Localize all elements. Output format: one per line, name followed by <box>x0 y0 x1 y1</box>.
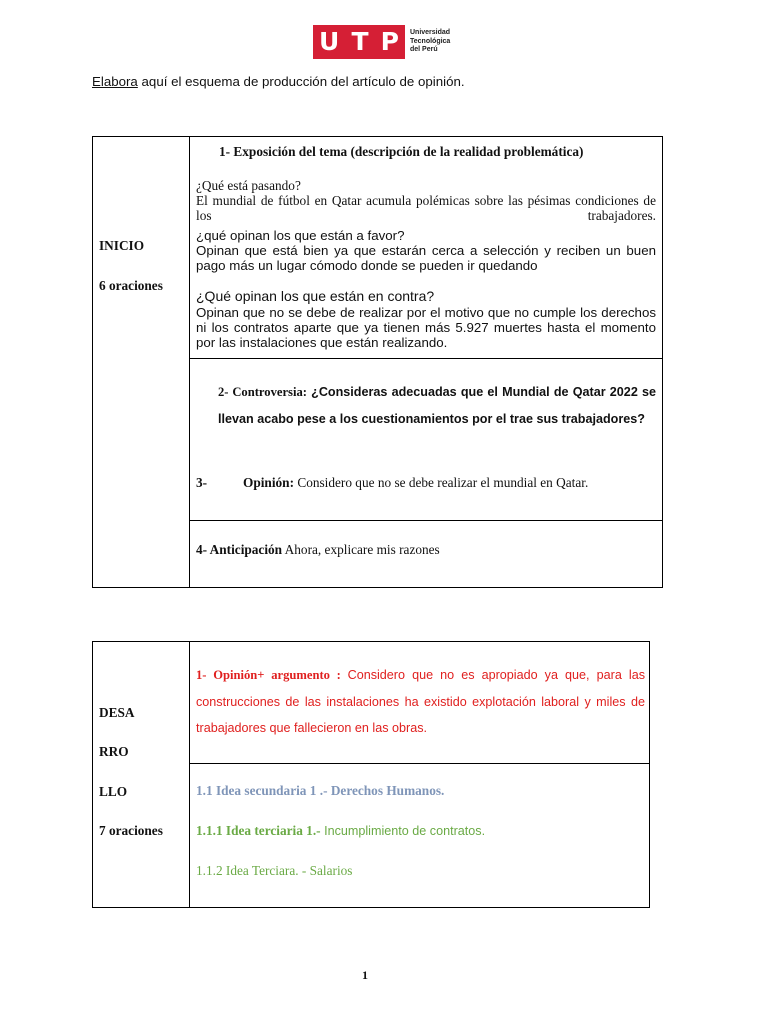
exposicion-q2: ¿qué opinan los que están a favor? <box>196 228 405 243</box>
inicio-label: INICIO <box>99 238 145 253</box>
desarrollo-table <box>92 641 650 908</box>
idea-terciaria-1 <box>196 823 485 839</box>
opinion-argumento-label: 1- Opinión+ argumento : <box>196 668 348 682</box>
inicio-label-cell <box>93 137 190 587</box>
page-number: 1 <box>362 968 368 982</box>
inicio-table <box>92 136 663 588</box>
desarrollo-count: 7 oraciones <box>99 823 163 838</box>
opinion-num: 3- <box>196 475 208 490</box>
opinion-label: Opinión: <box>243 475 294 490</box>
anticipacion-text: Ahora, explicare mis razones <box>282 542 440 557</box>
exposicion-a1: El mundial de fútbol en Qatar acumula polémicas sobre las pésimas condiciones de los trabajadores. <box>196 193 656 223</box>
intro-underlined: Elabora <box>92 74 138 89</box>
divider-3 <box>189 763 649 764</box>
logo-line-1: Universidad <box>410 29 451 37</box>
desarrollo-label-cell <box>93 642 190 907</box>
exposicion-a2: Opinan que está bien ya que estarán cerca a selección y reciben un buen pago más un lugar cómodo donde se pueden ir quedando <box>196 243 656 273</box>
exposicion-q1: ¿Qué está pasando? <box>196 178 301 193</box>
exposicion-a1-line1 <box>196 193 656 223</box>
exposicion-q3: ¿Qué opinan los que están en contra? <box>196 288 435 304</box>
opinion-argumento <box>196 662 645 742</box>
controversia <box>218 379 656 433</box>
logo-wordmark <box>410 29 450 55</box>
controversia-text: ¿Consideras adecuadas que el Mundial de Qatar 2022 se llevan acabo pese a los cuestionamientos por el trae sus trabajadores? <box>218 385 657 426</box>
logo-letter-p: P <box>380 27 399 56</box>
desarrollo-label-3: LLO <box>99 784 128 799</box>
logo-mark <box>313 25 405 59</box>
idea-terciaria-1-text: Incumplimiento de contratos. <box>320 824 486 838</box>
opinion <box>243 475 663 490</box>
exposicion-a3: Opinan que no se debe de realizar por el motivo que no cumple los derechos ni los contratos aparte que ya tienen más 5.927 muertes hasta el momento por las instalaciones que están realizando. <box>196 305 656 350</box>
divider-2 <box>189 520 662 521</box>
idea-terciaria-2: 1.1.2 Idea Terciara. - Salarios <box>196 863 353 878</box>
controversia-label: Controversia: <box>232 385 307 399</box>
opinion-argumento-text: Considero que no es apropiado ya que, para las construcciones de las instalaciones ha existido explotación laboral y miles de trabajadores que fallecieron en las obras. <box>196 668 645 735</box>
opinion-text: Considero que no se debe realizar el mundial en Qatar. <box>294 475 589 490</box>
anticipacion-label: 4- Anticipación <box>196 542 283 557</box>
intro-instruction <box>92 74 465 89</box>
anticipacion <box>196 542 656 557</box>
logo-letter-t: T <box>351 27 369 56</box>
logo-letter-u: U <box>319 27 340 56</box>
utp-logo <box>313 25 450 59</box>
idea-terciaria-1-label: 1.1.1 Idea terciaria 1.- <box>196 823 321 838</box>
controversia-num: 2- <box>218 385 233 399</box>
desarrollo-label-2: RRO <box>99 744 129 759</box>
logo-line-3: del Perú <box>410 46 438 54</box>
divider-1 <box>189 358 662 359</box>
inicio-count: 6 oraciones <box>99 278 163 293</box>
desarrollo-label-1: DESA <box>99 705 135 720</box>
exposicion-title: 1- Exposición del tema (descripción de la realidad problemática) <box>219 144 584 159</box>
idea-secundaria: 1.1 Idea secundaria 1 .- Derechos Humanos. <box>196 783 445 798</box>
logo-line-2: Tecnológica <box>410 37 451 45</box>
intro-rest: aquí el esquema de producción del artículo de opinión. <box>137 74 465 89</box>
